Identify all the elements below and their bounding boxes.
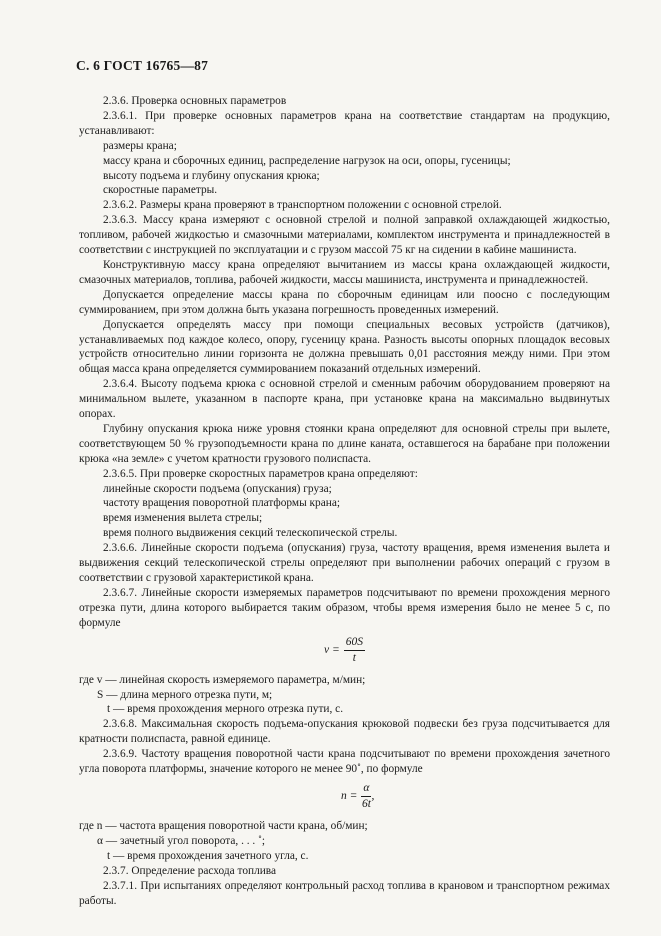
formula-lhs: v = [324, 643, 340, 656]
paragraph: 2.3.6.9. Частоту вращения поворотной части крана подсчитывают по времени прохождения зачетного угла поворота платформы, значение которого не менее 90˚, по формуле [79, 748, 610, 776]
paragraph: 2.3.6.2. Размеры крана проверяют в транспортном положении с основной стрелой. [103, 199, 502, 212]
formula-denominator: t [352, 651, 356, 664]
list-item: линейные скорости подъема (опускания) груза; [103, 482, 332, 495]
paragraph: 2.3.6.4. Высоту подъема крюка с основной стрелой и сменным рабочим оборудованием проверяют на минимальном вылете, указанном в паспорте крана, при установке крана на максимально выдвинутых опорах. [79, 378, 610, 421]
paragraph: 2.3.6.8. Максимальная скорость подъема-опускания крюковой подвески без груза подсчитывается для кратности полиспаста, равной единице. [79, 718, 610, 746]
formula-lhs: n = [341, 790, 358, 803]
paragraph: 2.3.7.1. При испытаниях определяют контрольный расход топлива в крановом и транспортном режимах работы. [79, 879, 610, 907]
formula-numerator: 60S [344, 636, 365, 651]
list-item: скоростные параметры. [103, 184, 218, 197]
list-item: время изменения вылета стрелы; [103, 512, 263, 525]
list-item: размеры крана; [103, 139, 177, 152]
formula-fraction [361, 782, 371, 811]
paragraph: Допускается определять массу при помощи специальных весовых устройств (датчиков), устанавливаемых под каждое колесо, опору, гусеницу крана. Разность высоты опорных площадок весовых устройств относительно линии горизонта не должна превышать 0,01 расстояния между ними. При этом общая масса крана определяется суммированием показаний отдельных измерений. [79, 318, 610, 376]
section-heading: 2.3.6. Проверка основных параметров [103, 95, 287, 107]
page-header: С. 6 ГОСТ 16765—87 [76, 58, 209, 73]
legend-line: α — зачетный угол поворота, . . . ˚; [97, 834, 266, 847]
list-item: массу крана и сборочных единиц, распределение нагрузок на оси, опоры, гусеницы; [103, 154, 511, 167]
formula-denominator: 6t [361, 797, 371, 810]
paragraph: 2.3.6.6. Линейные скорости подъема (опускания) груза, частоту вращения, время изменения вылета и выдвижения секций телескопической стрелы определяют при выполнении рабочих операций с грузом в соответствии с грузовой характеристикой крана. [79, 542, 610, 584]
list-item: частоту вращения поворотной платформы крана; [103, 497, 341, 510]
formula-speed [79, 634, 610, 668]
paragraph: 2.3.6.1. При проверке основных параметров крана на соответствие стандартам на продукцию, устанавливают: [79, 109, 610, 137]
paragraph: Конструктивную массу крана определяют вычитанием из массы крана охлаждающей жидкости, смазочных материалов, топлива, рабочей жидкости, массы машиниста, инструмента и принадлежностей. [79, 258, 610, 286]
paragraph: 2.3.6.3. Массу крана измеряют с основной стрелой и полной заправкой охлаждающей жидкостью, топливом, рабочей жидкостью и смазочными материалами, комплектом инструмента и принадлежностей в соответствии с инструкцией по эксплуатации и с грузом массой 75 кг на сидении в кабине машиниста. [79, 214, 610, 257]
paragraph: Глубину опускания крюка ниже уровня стоянки крана определяют для основной стрелы при вылете, соответствующем 50 % грузоподъемности крана по длине каната, оставшегося на барабане при положении крюка «на земле» с учетом кратности грузового полиспаста. [79, 422, 610, 465]
list-item: высоту подъема и глубину опускания крюка; [103, 169, 320, 182]
formula-numerator: α [361, 782, 371, 797]
formula-rotation [79, 780, 610, 814]
formula-fraction [344, 636, 365, 665]
formula-tail: , [371, 790, 375, 803]
section-heading: 2.3.7. Определение расхода топлива [103, 864, 277, 877]
document-body [79, 94, 610, 908]
legend-line: где n — частота вращения поворотной части крана, об/мин; [79, 819, 368, 832]
paragraph: 2.3.6.7. Линейные скорости измеряемых параметров подсчитывают по времени прохождения мерного отрезка пути, длина которого выбирается таким образом, чтобы время измерения было не менее 5 с, по формуле [79, 586, 610, 629]
legend-line: t — время прохождения мерного отрезка пути, с. [107, 703, 344, 716]
paragraph: Допускается определение массы крана по сборочным единицам или поосно с последующим суммированием, при этом должна быть указана погрешность проведенных измерений. [79, 288, 610, 316]
paragraph: 2.3.6.5. При проверке скоростных параметров крана определяют: [103, 467, 418, 480]
legend-line: где v — линейная скорость измеряемого параметра, м/мин; [79, 673, 366, 686]
legend-line: t — время прохождения зачетного угла, с. [107, 849, 309, 862]
list-item: время полного выдвижения секций телескопической стрелы. [103, 527, 398, 540]
legend-line: S — длина мерного отрезка пути, м; [97, 688, 273, 701]
